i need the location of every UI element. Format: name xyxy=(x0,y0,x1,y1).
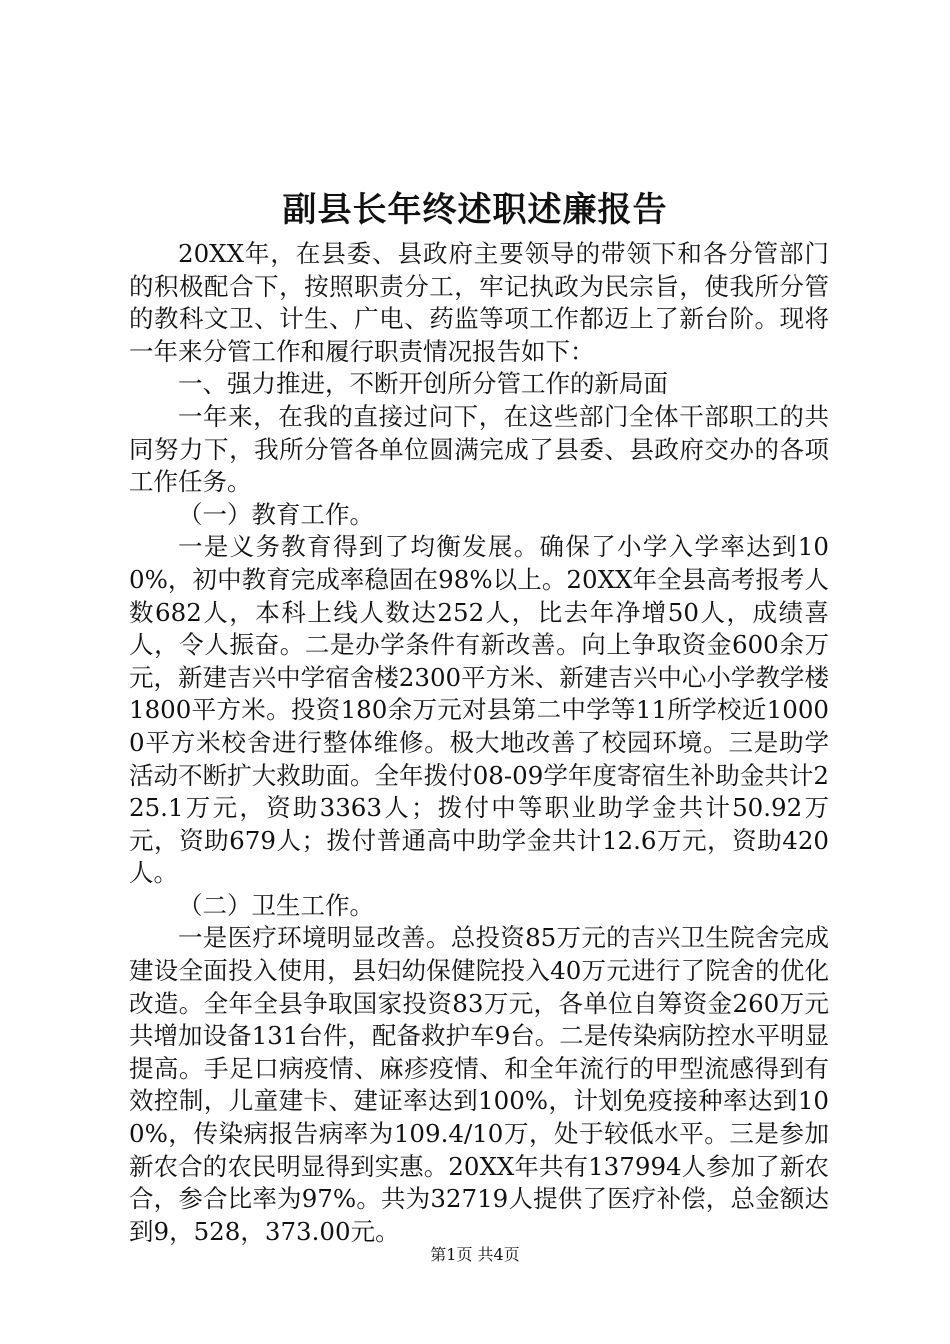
document-title: 副县长年终述职述廉报告 xyxy=(282,190,668,230)
document-body xyxy=(129,238,829,1248)
paragraph-intro: 20XX年，在县委、县政府主要领导的带领下和各分管部门的积极配合下，按照职责分工，牢记执政为民宗旨，使我所分管的教科文卫、计生、广电、药监等项工作都迈上了新台阶。现将一年来分管工作和履行职责情况报告如下： xyxy=(129,239,829,366)
page-footer: 第1页 共4页 xyxy=(430,1245,520,1264)
subsection-heading-education: （一）教育工作。 xyxy=(178,499,374,529)
subsection-heading-health: （二）卫生工作。 xyxy=(178,890,374,920)
paragraph-overview: 一年来，在我的直接过问下，在这些部门全体干部职工的共同努力下，我所分管各单位圆满完成了县委、县政府交办的各项工作任务。 xyxy=(129,401,829,497)
paragraph-health: 一是医疗环境明显改善。总投资85万元的吉兴卫生院舍完成建设全面投入使用，县妇幼保健院投入40万元进行了院舍的优化改造。全年全县争取国家投资83万元，各单位自筹资金260万元共增加设备131台件，配备救护车9台。二是传染病防控水平明显提高。手足口病疫情、麻疹疫情、和全年流行的甲型流感得到有效控制，儿童建卡、建证率达到100%，计划免疫接种率达到100%，传染病报告病率为109.4/10万，处于较低水平。三是参加新农合的农民明显得到实惠。20XX年共有137994人参加了新农合，参合比率为97%。共为32719人提供了医疗补偿，总金额达到9，528，373.00元。 xyxy=(129,923,829,1246)
paragraph-education: 一是义务教育得到了均衡发展。确保了小学入学率达到100%，初中教育完成率稳固在98%以上。20XX年全县高考报考人数682人，本科上线人数达252人，比去年净增50人，成绩喜人，令人振奋。二是办学条件有新改善。向上争取资金600余万元，新建吉兴中学宿舍楼2300平方米、新建吉兴中心小学教学楼1800平方米。投资180余万元对县第二中学等11所学校近10000平方米校舍进行整体维修。极大地改善了校园环境。三是助学活动不断扩大救助面。全年拨付08-09学年度寄宿生补助金共计225.1万元，资助3363人；拨付中等职业助学金共计50.92万元，资助679人；拨付普通高中助学金共计12.6万元，资助420人。 xyxy=(129,532,829,888)
section-heading-1: 一、强力推进，不断开创所分管工作的新局面 xyxy=(178,369,668,399)
